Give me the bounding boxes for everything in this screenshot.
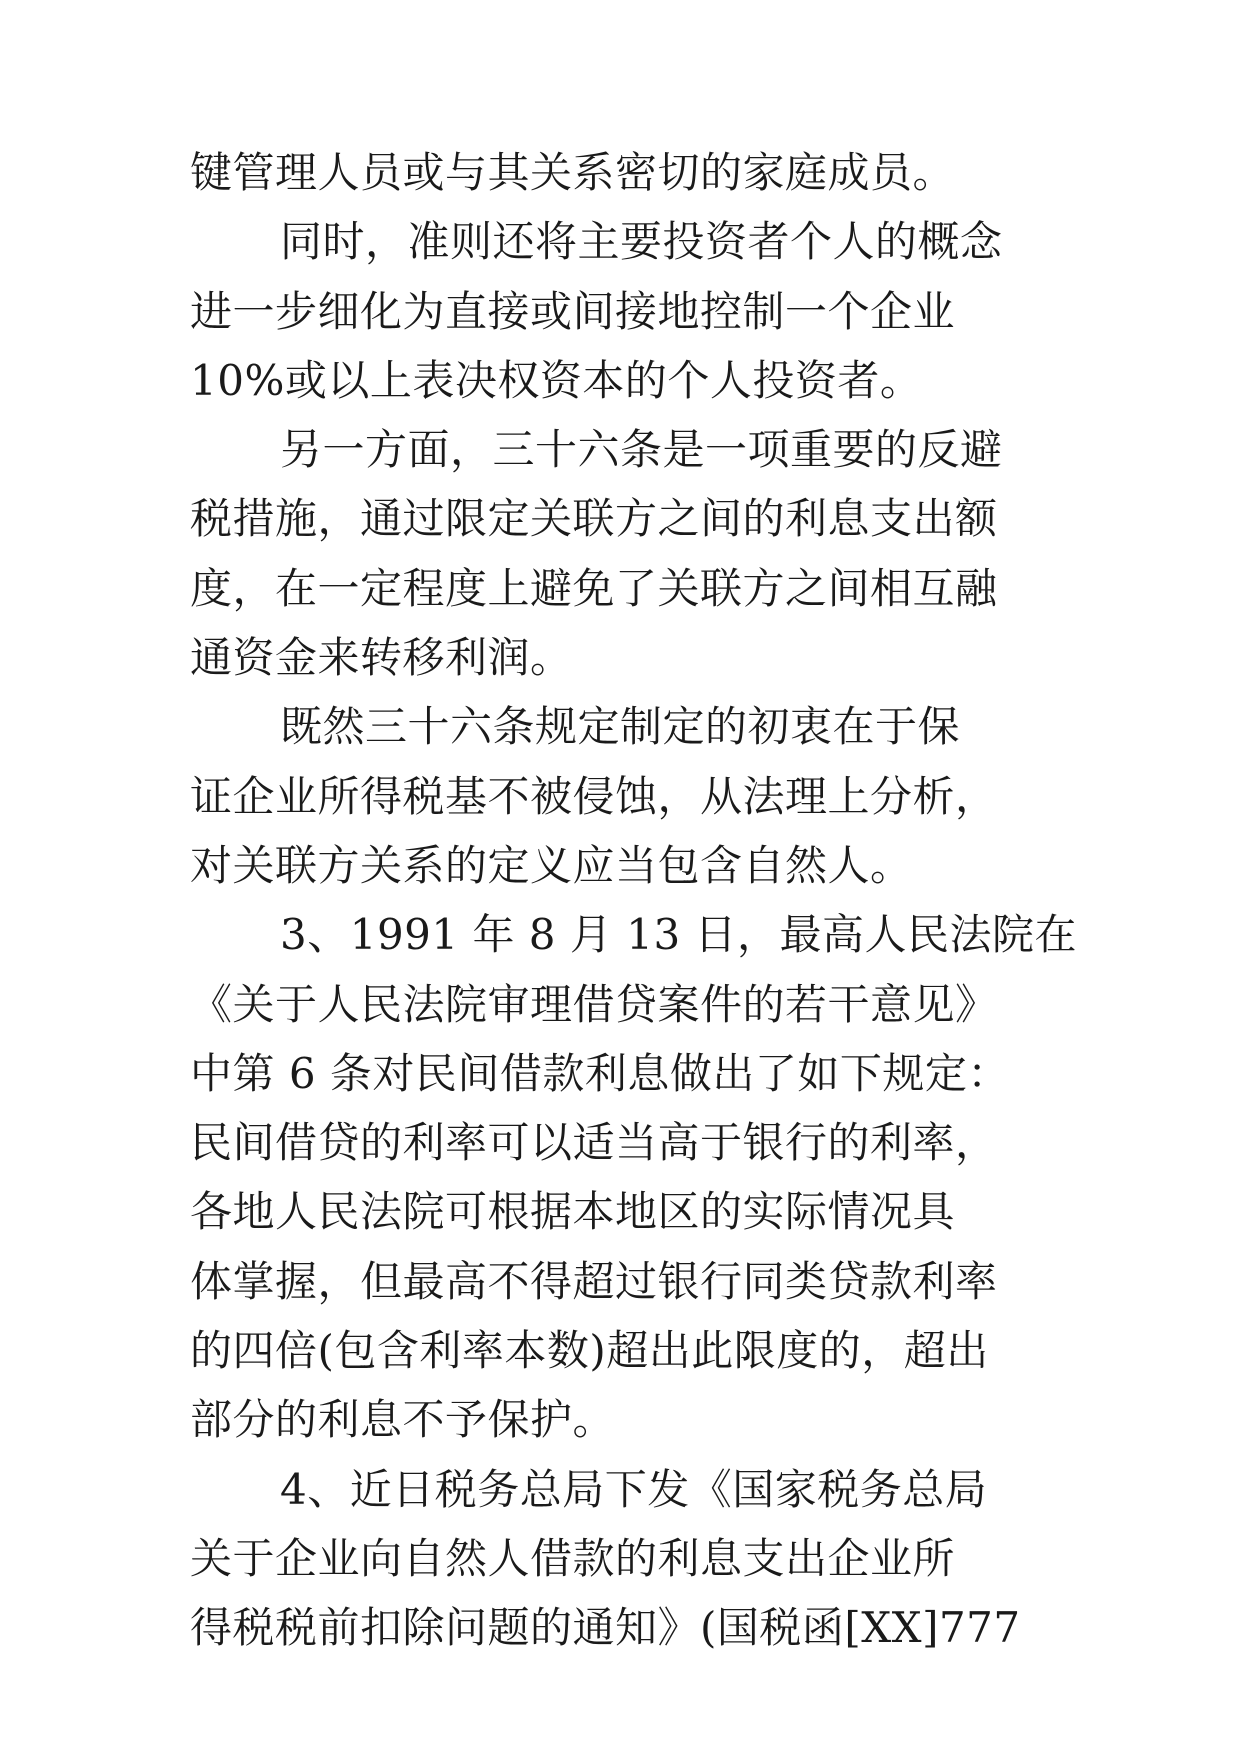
text-line: 3、1991 年 8 月 13 日，最高人民法院在 xyxy=(280,910,1078,960)
document-body xyxy=(190,138,1078,1663)
text-line: 的四倍(包含利率本数)超出此限度的，超出 xyxy=(190,1326,989,1376)
text-line: 《关于人民法院审理借贷案件的若干意见》 xyxy=(190,979,998,1029)
text-line: 体掌握，但最高不得超过银行同类贷款利率 xyxy=(190,1256,998,1306)
text-line: 10%或以上表决权资本的个人投资者。 xyxy=(190,355,923,405)
text-line: 得税税前扣除问题的通知》(国税函[XX]777 xyxy=(190,1603,1021,1653)
text-line: 进一步细化为直接或间接地控制一个企业 xyxy=(190,286,956,336)
text-line: 对关联方关系的定义应当包含自然人。 xyxy=(190,840,913,890)
text-line: 民间借贷的利率可以适当高于银行的利率， xyxy=(190,1118,998,1168)
text-line: 既然三十六条规定制定的初衷在于保 xyxy=(280,702,961,752)
text-line: 关于企业向自然人借款的利息支出企业所 xyxy=(190,1533,956,1583)
text-line: 4、近日税务总局下发《国家税务总局 xyxy=(280,1464,988,1514)
text-line: 同时，准则还将主要投资者个人的概念 xyxy=(280,217,1003,267)
text-line: 度，在一定程度上避免了关联方之间相互融 xyxy=(190,563,998,613)
text-line: 另一方面，三十六条是一项重要的反避 xyxy=(280,425,1003,475)
text-line: 证企业所得税基不被侵蚀，从法理上分析， xyxy=(190,771,998,821)
text-line: 部分的利息不予保护。 xyxy=(190,1395,616,1445)
text-line: 通资金来转移利润。 xyxy=(190,633,573,683)
text-line: 各地人民法院可根据本地区的实际情况具 xyxy=(190,1187,956,1237)
text-line: 中第 6 条对民间借款利息做出了如下规定： xyxy=(190,1048,1010,1098)
text-line: 键管理人员或与其关系密切的家庭成员。 xyxy=(190,148,956,197)
text-line: 税措施，通过限定关联方之间的利息支出额 xyxy=(190,494,998,544)
